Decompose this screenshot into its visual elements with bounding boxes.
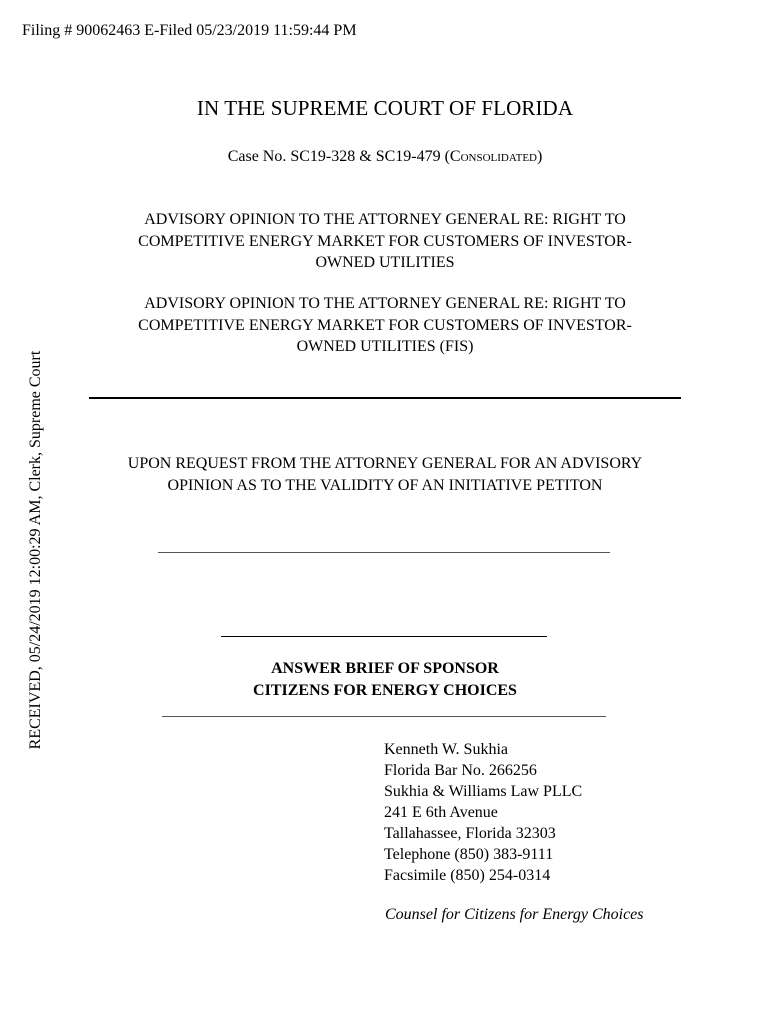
request-line: UPON REQUEST FROM THE ATTORNEY GENERAL FOR AN ADVISORY — [127, 455, 643, 472]
opinion-title-1-line: OWNED UTILITIES — [315, 254, 455, 271]
brief-title-line: CITIZENS FOR ENERGY CHOICES — [253, 681, 517, 699]
counsel-telephone: Telephone (850) 383-9111 — [384, 846, 554, 863]
opinion-title-2-line: OWNED UTILITIES (FIS) — [296, 338, 474, 355]
caption-divider — [89, 397, 681, 399]
opinion-title-2-line: ADVISORY OPINION TO THE ATTORNEY GENERAL RE: RIGHT TO — [144, 295, 626, 312]
filing-stamp: Filing # 90062463 E-Filed 05/23/2019 11:59:44 PM — [22, 22, 357, 39]
request-line: OPINION AS TO THE VALIDITY OF AN INITIATIVE PETITON — [167, 476, 603, 494]
counsel-facsimile: Facsimile (850) 254-0314 — [384, 867, 551, 884]
counsel-block — [384, 739, 582, 886]
court-title: IN THE SUPREME COURT OF FLORIDA — [196, 96, 574, 120]
counsel-name: Kenneth W. Sukhia — [384, 741, 508, 758]
counsel-street: 241 E 6th Avenue — [384, 804, 498, 821]
opinion-title-1 — [100, 209, 670, 274]
brief-title-line: ANSWER BRIEF OF SPONSOR — [271, 660, 499, 677]
section-divider — [158, 552, 610, 553]
opinion-title-2 — [100, 293, 670, 358]
opinion-title-1-line: COMPETITIVE ENERGY MARKET FOR CUSTOMERS OF INVESTOR- — [138, 232, 632, 250]
case-number-prefix: Case No. SC19-328 & SC19-479 ( — [227, 148, 450, 165]
case-consolidated: Consolidated — [449, 148, 537, 165]
underscore-line — [221, 636, 547, 637]
case-number — [0, 148, 770, 166]
opinion-title-1-line: ADVISORY OPINION TO THE ATTORNEY GENERAL RE: RIGHT TO — [144, 211, 626, 228]
counsel-bar-number: Florida Bar No. 266256 — [384, 762, 537, 779]
case-number-suffix: ) — [536, 148, 543, 165]
counsel-for: Counsel for Citizens for Energy Choices — [385, 906, 644, 923]
brief-title — [0, 658, 770, 701]
received-stamp: RECEIVED, 05/24/2019 12:00:29 AM, Clerk, Supreme Court — [27, 350, 44, 750]
counsel-city: Tallahassee, Florida 32303 — [384, 825, 556, 842]
opinion-title-2-line: COMPETITIVE ENERGY MARKET FOR CUSTOMERS OF INVESTOR- — [138, 316, 632, 334]
counsel-firm: Sukhia & Williams Law PLLC — [384, 783, 583, 800]
request-statement — [80, 453, 690, 496]
brief-divider — [162, 716, 606, 717]
